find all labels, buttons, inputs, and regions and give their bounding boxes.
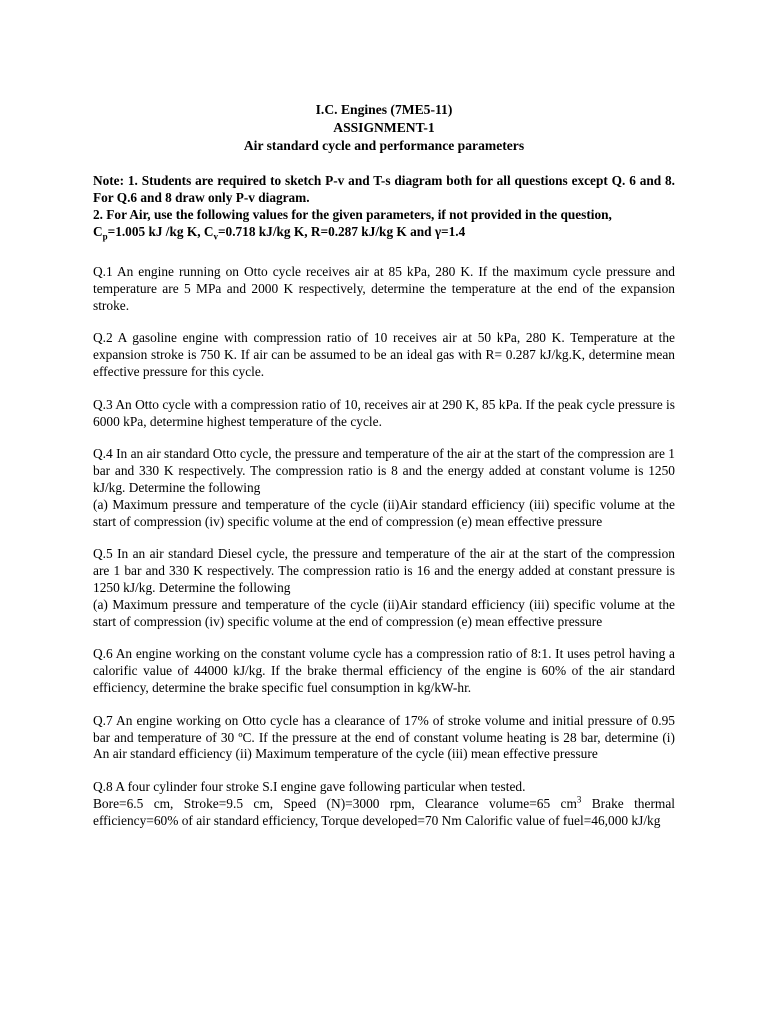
cp-prefix: C [93, 224, 103, 239]
note-line-1: Note: 1. Students are required to sketch P-v and T-s diagram both for all questions except Q. 6 and 8. For Q.6 and 8 draw only P-v diagram. [93, 173, 675, 205]
question-6: Q.6 An engine working on the constant volume cycle has a compression ratio of 8:1. It uses petrol having a calorific value of 44000 kJ/kg. If the brake thermal efficiency of the engine is 60% of the air standard efficiency, determine the brake specific fuel consumption in kg/kW-hr. [93, 646, 675, 695]
question-5-parts: (a) Maximum pressure and temperature of the cycle (ii)Air standard efficiency (iii) specific volume at the start of compression (iv) specific volume at the end of compression (e) mean effective pressure [93, 596, 675, 629]
cp-value: =1.005 kJ /kg K, C [107, 224, 214, 239]
question-8-data-part2: Brake thermal efficiency=60% of air standard efficiency, Torque developed=70 Nm Calorific value of fuel=46,000 kJ/kg [93, 795, 675, 828]
question-5-stem: Q.5 In an air standard Diesel cycle, the pressure and temperature of the air at the start of the compression are 1 bar and 330 K respectively. The compression ratio is 16 and the energy added at constant pressure is 1250 kJ/kg. Determine the following [93, 546, 675, 595]
question-2: Q.2 A gasoline engine with compression ratio of 10 receives air at 50 kPa, 280 K. Temperature at the expansion stroke is 750 K. If air can be assumed to be an ideal gas with R= 0.287 kJ/kg.K, determine mean effective pressure for this cycle. [93, 330, 675, 379]
question-4-parts: (a) Maximum pressure and temperature of the cycle (ii)Air standard efficiency (iii) specific volume at the start of compression (iv) specific volume at the end of compression (e) mean effective pressure [93, 496, 675, 529]
document-header [93, 101, 675, 155]
constants-rest: =0.718 kJ/kg K, R=0.287 kJ/kg K and γ=1.4 [217, 224, 466, 239]
question-8-data-part1: Bore=6.5 cm, Stroke=9.5 cm, Speed (N)=3000 rpm, Clearance volume=65 cm [93, 795, 577, 811]
question-4-stem: Q.4 In an air standard Otto cycle, the pressure and temperature of the air at the start of the compression are 1 bar and 330 K respectively. The compression ratio is 8 and the energy added at constant volume is 1250 kJ/kg. Determine the following [93, 446, 675, 495]
question-list [93, 264, 675, 830]
question-5 [93, 546, 675, 630]
note-line-2: 2. For Air, use the following values for the given parameters, if not provided in the question, [93, 207, 612, 222]
question-7: Q.7 An engine working on Otto cycle has a clearance of 17% of stroke volume and initial pressure of 0.95 bar and temperature of 30 ºC. If the pressure at the end of constant volume heating is 28 bar, determine (i) An air standard efficiency (ii) Maximum temperature of the cycle (iii) mean effective pressure [93, 712, 675, 762]
cv-subscript: v [213, 231, 218, 242]
note-block [93, 172, 675, 240]
question-1: Q.1 An engine running on Otto cycle receives air at 85 kPa, 280 K. If the maximum cycle pressure and temperature are 5 MPa and 2000 K respectively, determine the temperature at the end of the expansion stroke. [93, 264, 675, 313]
question-8 [93, 779, 675, 829]
cp-subscript: p [102, 231, 108, 242]
question-4 [93, 446, 675, 530]
topic-title: Air standard cycle and performance parameters [243, 138, 525, 153]
cubic-superscript: 3 [576, 794, 582, 805]
assignment-title: ASSIGNMENT-1 [333, 120, 435, 135]
question-3: Q.3 An Otto cycle with a compression ratio of 10, receives air at 290 K, 85 kPa. If the peak cycle pressure is 6000 kPa, determine highest temperature of the cycle. [93, 396, 675, 429]
question-8-stem: Q.8 A four cylinder four stroke S.I engine gave following particular when tested. [93, 779, 526, 795]
course-title: I.C. Engines (7ME5-11) [315, 102, 453, 117]
air-constants [93, 223, 675, 240]
question-8-data [93, 796, 675, 830]
